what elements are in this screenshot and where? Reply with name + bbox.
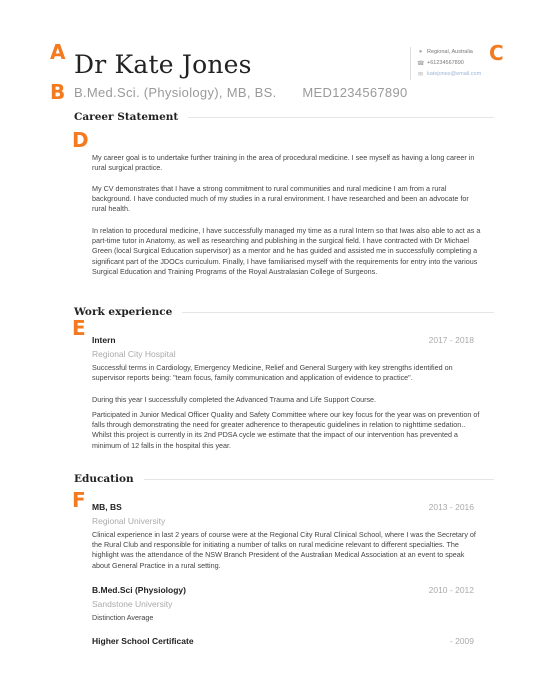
email-link[interactable]: katejones@email.com [427,71,482,77]
degree-dates: 2013 - 2016 [428,502,474,512]
degree-title: B.Med.Sci (Physiology) [92,585,186,595]
location-text: Regional, Australia [427,49,473,55]
career-paragraph: In relation to procedural medicine, I have successfully managed my time as a rural Intern so that Iwas also able to act as a part-time tutor in Anatomy, as well as researching and publishing in the surgical field. I have contracted with Dr Michael Green (local Surgical Education supervisor) as a mentor and he has guided and assisted me in successfully completing a significant part of the JDOCs curriculum. Finally, I have familiarised myself with the requirements for entry into the various Surgical Education and Training Programs of the Royal Australasian College of Surgeons. [92,226,481,276]
job-title: Intern [92,335,116,345]
degree-title: Higher School Certificate [92,636,194,646]
degree-title: MB, BS [92,502,122,512]
degree-institution: Regional University [92,516,166,526]
job-description: Participated in Junior Medical Officer Quality and Safety Committee where our key focus for the year was on prevention of falls through demonstrating the need for greater adherence to therapeutic guidelines in relation to nighttime sedation.. Whilst this project is currently in its 2nd PDSA cycle we estimate that the impact of our intervention has prevented a minimum of 12 falls in the hospital this year. [92,410,480,450]
degree-description: Distinction Average [92,613,154,622]
phone-text: +61234567890 [427,60,464,66]
registration-number: MED1234567890 [302,85,408,100]
career-paragraph: My career goal is to undertake further training in the area of procedural medicine. I see myself as having a long career in rural surgical practice. [92,153,475,173]
phone-icon: ☎ [417,60,425,67]
career-statement-title: Career Statement [74,111,179,123]
marker-c: C [489,41,504,65]
work-experience-heading [74,306,494,318]
degree-description: Clinical experience in last 2 years of course were at the Regional City Rural Clinical School, where I was the Secretary of the Rural Club and responsible for initiating a number of talks on rural medicine relevant to different specialties. The highlight was the attendance of the NSW Branch President of the Australian Medical Association at an event to speak about General Practice in a rural setting. [92,530,476,570]
qualifications: B.Med.Sci. (Physiology), MB, BS. [74,85,277,100]
pin-icon: ● [418,49,423,55]
marker-f: F [72,488,86,512]
job-dates: 2017 - 2018 [428,335,474,345]
marker-a: A [50,40,66,64]
candidate-name: Dr Kate Jones [74,50,252,79]
degree-institution: Sandstone University [92,599,173,609]
career-paragraph: My CV demonstrates that I have a strong commitment to rural communities and rural medicine I am from a rural background. I have conducted much of my studies in a rural environment. I have researched and been an advocate for rural health. [92,184,469,214]
degree-dates: 2010 - 2012 [428,585,474,595]
contact-email[interactable] [417,69,513,79]
job-employer: Regional City Hospital [92,349,176,359]
qualifications-line [74,85,408,100]
marker-b: B [50,80,66,104]
mail-icon: ✉ [417,71,424,78]
job-description: During this year I successfully completed the Advanced Trauma and Life Support Course. [92,395,377,404]
education-title: Education [74,473,134,485]
section-divider [144,479,494,480]
section-divider [188,117,494,118]
degree-dates: - 2009 [449,636,474,646]
marker-e: E [72,316,86,340]
education-heading [74,473,494,485]
work-experience-title: Work experience [74,306,173,318]
contact-block [410,47,513,80]
career-statement-heading [74,111,494,123]
section-divider [182,312,494,313]
job-description: Successful terms in Cardiology, Emergency Medicine, Relief and General Surgery with key strengths identified on supervisor reports being: "team focus, family communication and application of evidence to practice". [92,363,453,383]
marker-d: D [72,128,89,152]
contact-phone [417,58,513,68]
contact-location [417,47,513,57]
